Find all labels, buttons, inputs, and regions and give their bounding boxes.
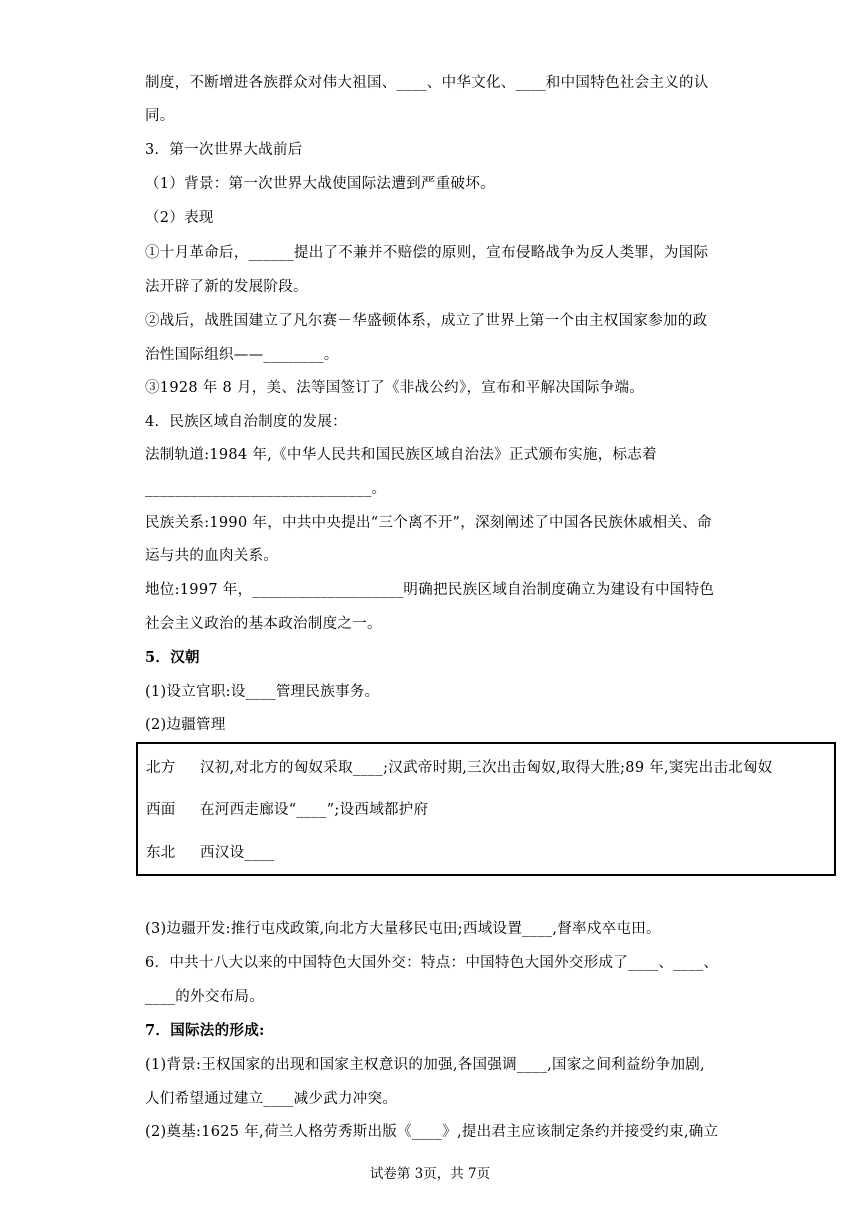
text-line: 地位:1997 年，____________________明确把民族区域自治制度确立为建设有中国特色 [145, 582, 715, 598]
section-heading: 4．民族区域自治制度的发展： [145, 414, 347, 430]
text-line: （2）表现 [145, 210, 214, 226]
table-row [146, 800, 428, 820]
text-line: ③1928 年 8 月，美、法等国签订了《非战公约》，宣布和平解决国际争端。 [145, 380, 645, 396]
section-heading: 7．国际法的形成: [145, 1022, 265, 1039]
region-label: 北方 [146, 760, 176, 776]
text-line: (2)边疆管理 [145, 717, 226, 733]
text-line: 制度，不断增进各族群众对伟大祖国、____、中华文化、____和中国特色社会主义的认 [145, 75, 709, 91]
table-row [146, 758, 773, 778]
text-line: 法制轨道:1984 年,《中华人民共和国民族区域自治法》正式颁布实施，标志着 [145, 447, 657, 463]
table-row [146, 843, 275, 863]
page-footer: 试卷第 3页，共 7页 [369, 1166, 491, 1182]
text-line: (3)边疆开发:推行屯戍政策,向北方大量移民屯田;西域设置____,督率戍卒屯田。 [145, 921, 661, 937]
region-content: 在河西走廊设“____”;设西域都护府 [200, 802, 429, 818]
frontier-table [136, 742, 836, 876]
text-line: 人们希望通过建立____减少武力冲突。 [145, 1091, 398, 1107]
text-line: ②战后，战胜国建立了凡尔赛－华盛顿体系，成立了世界上第一个由主权国家参加的政 [145, 313, 708, 329]
text-line: (1)背景:王权国家的出现和国家主权意识的加强,各国强调____,国家之间利益纷争加剧, [145, 1057, 705, 1073]
text-line: 社会主义政治的基本政治制度之一。 [145, 616, 382, 632]
text-line: 法开辟了新的发展阶段。 [145, 279, 308, 295]
text-line: (1)设立官职:设____管理民族事务。 [145, 684, 380, 700]
text-line: ____的外交布局。 [145, 989, 264, 1005]
text-line: 6．中共十八大以来的中国特色大国外交：特点：中国特色大国外交形成了____、____、 [145, 955, 719, 971]
text-line: 同。 [145, 108, 175, 124]
region-content: 西汉设____ [200, 845, 275, 861]
text-line: （1）背景：第一次世界大战使国际法遭到严重破坏。 [145, 176, 495, 192]
region-content: 汉初,对北方的匈奴采取____;汉武帝时期,三次出击匈奴,取得大胜;89 年,窦宪出击北匈奴 [200, 760, 773, 776]
text-line: 运与共的血肉关系。 [145, 548, 279, 564]
text-line: ______________________________。 [145, 481, 387, 497]
section-heading: 3．第一次世界大战前后 [145, 142, 303, 158]
text-line: 治性国际组织——________。 [145, 347, 339, 363]
section-heading: 5．汉朝 [145, 649, 200, 666]
region-label: 东北 [146, 845, 176, 861]
text-line: 民族关系:1990 年，中共中央提出“三个离不开”，深刻阐述了中国各民族休戚相关、命 [145, 515, 712, 531]
region-label: 西面 [146, 802, 176, 818]
text-line: (2)奠基:1625 年,荷兰人格劳秀斯出版《____》,提出君主应该制定条约并接受约束,确立 [145, 1124, 719, 1140]
text-line: ①十月革命后，______提出了不兼并不赔偿的原则，宣布侵略战争为反人类罪，为国际 [145, 245, 709, 261]
